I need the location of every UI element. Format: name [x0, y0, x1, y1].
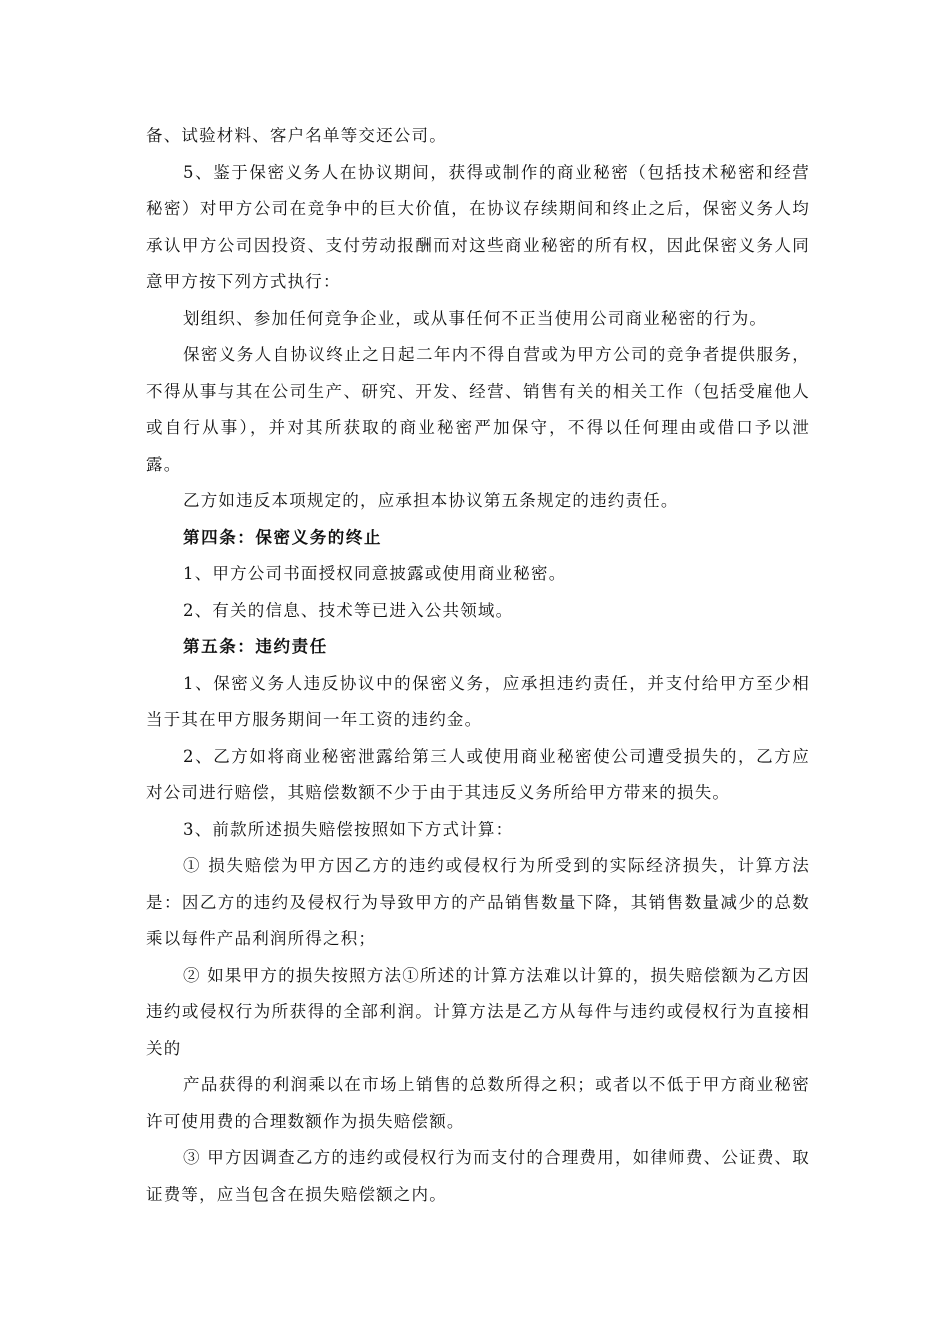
- paragraph-termination-2: 2、有关的信息、技术等已进入公共领域。: [183, 600, 514, 620]
- paragraph-liability-1: 1、保密义务人违反协议中的保密义务，应承担违约责任，并支付给甲方至少相当于其在甲方服务期间一年工资的违约金。: [146, 673, 810, 729]
- document-page: [146, 118, 810, 1213]
- heading-article-5: 第五条：违约责任: [183, 637, 328, 656]
- paragraph-calculation-method-2: ② 如果甲方的损失按照方法①所述的计算方法难以计算的，损失赔偿额为乙方因违约或侵权行为所获得的全部利润。计算方法是乙方从每件与违约或侵权行为直接相关的: [146, 965, 810, 1058]
- paragraph-liability-2: 2、乙方如将商业秘密泄露给第三人或使用商业秘密使公司遭受损失的，乙方应对公司进行赔偿，其赔偿数额不少于由于其违反义务所给甲方带来的损失。: [146, 746, 810, 802]
- paragraph-breach-liability-reference: 乙方如违反本项规定的，应承担本协议第五条规定的违约责任。: [183, 491, 679, 510]
- paragraph-calculation-method-2-cont: 产品获得的利润乘以在市场上销售的总数所得之积；或者以不低于甲方商业秘密许可使用费的合理数额作为损失赔偿额。: [146, 1075, 810, 1131]
- paragraph-calculation-method-3: ③ 甲方因调查乙方的违约或侵权行为而支付的合理费用，如律师费、公证费、取证费等，应当包含在损失赔偿额之内。: [146, 1148, 810, 1204]
- paragraph-return-materials: 备、试验材料、客户名单等交还公司。: [146, 126, 447, 145]
- paragraph-two-year-restriction: 保密义务人自协议终止之日起二年内不得自营或为甲方公司的竞争者提供服务，不得从事与其在公司生产、研究、开发、经营、销售有关的相关工作（包括受雇他人或自行从事），并对其所获取的商业秘密严加保守，不得以任何理由或借口予以泄露。: [146, 345, 810, 474]
- paragraph-no-competing-enterprise: 划组织、参加任何竞争企业，或从事任何不正当使用公司商业秘密的行为。: [183, 308, 768, 328]
- paragraph-liability-3: 3、前款所述损失赔偿按照如下方式计算：: [183, 819, 514, 839]
- paragraph-termination-1: 1、甲方公司书面授权同意披露或使用商业秘密。: [183, 564, 567, 583]
- paragraph-calculation-method-1: ① 损失赔偿为甲方因乙方的违约或侵权行为所受到的实际经济损失，计算方法是：因乙方的违约及侵权行为导致甲方的产品销售数量下降，其销售数量减少的总数乘以每件产品利润所得之积；: [146, 856, 810, 948]
- paragraph-clause-5-ownership: 5、鉴于保密义务人在协议期间，获得或制作的商业秘密（包括技术秘密和经营秘密）对甲方公司在竞争中的巨大价值，在协议存续期间和终止之后，保密义务人均承认甲方公司因投资、支付劳动报酬而对这些商业秘密的所有权，因此保密义务人同意甲方按下列方式执行：: [146, 162, 810, 291]
- heading-article-4: 第四条：保密义务的终止: [183, 527, 383, 547]
